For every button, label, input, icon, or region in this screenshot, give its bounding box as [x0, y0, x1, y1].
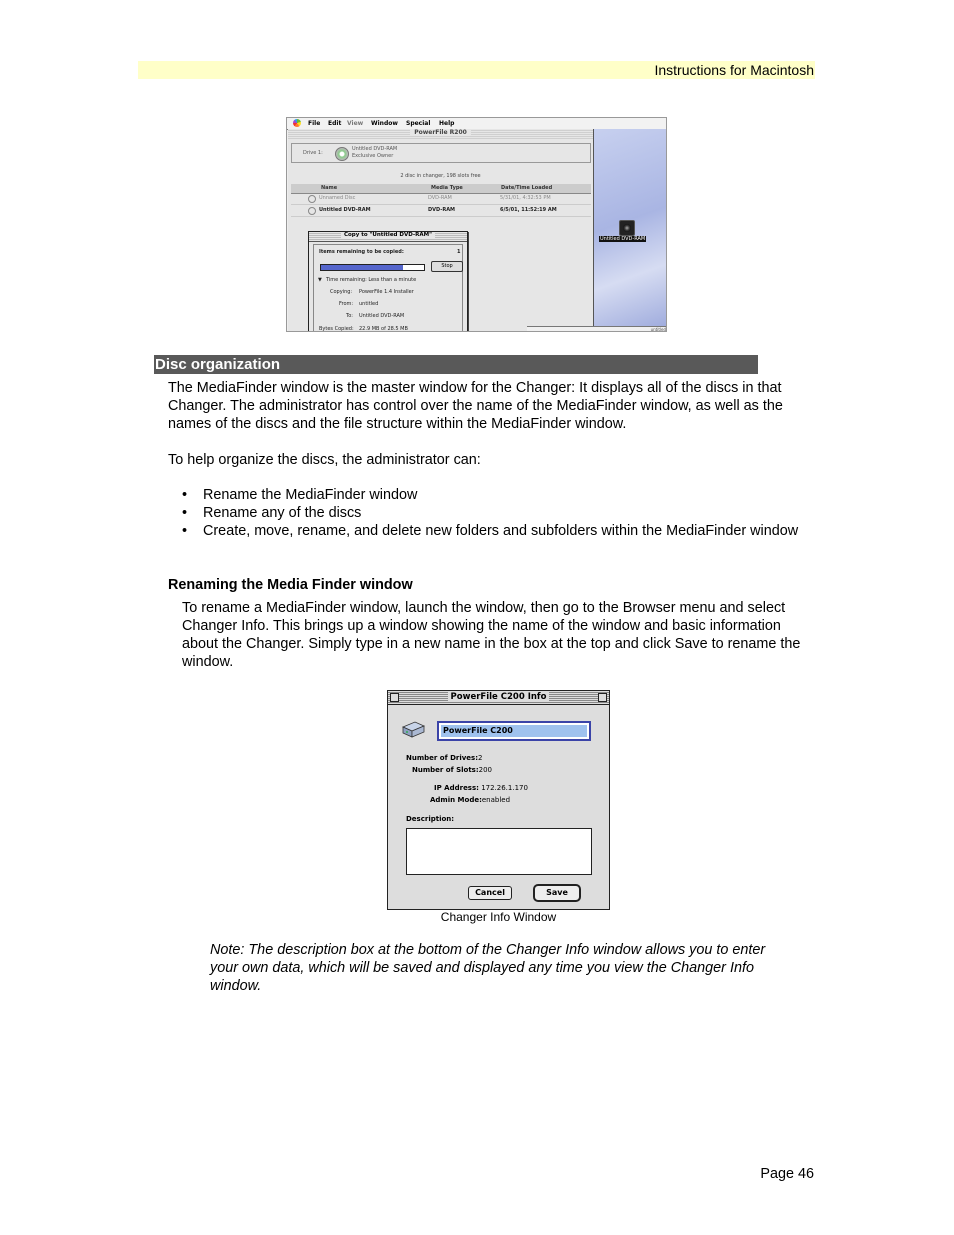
disc-icon	[308, 207, 316, 215]
dialog-titlebar[interactable]	[309, 232, 467, 242]
info-title: PowerFile C200 Info	[448, 692, 550, 702]
list-item[interactable]	[291, 206, 591, 217]
from-key: From:	[339, 301, 354, 307]
admin-key: Admin Mode:	[430, 796, 482, 804]
cancel-button[interactable]: Cancel	[468, 886, 512, 900]
info-titlebar[interactable]	[388, 691, 609, 705]
drives-value: 2	[478, 754, 483, 762]
items-remaining-label: Items remaining to be copied:	[319, 249, 404, 255]
drive-label: Drive 1:	[303, 150, 323, 156]
changer-info-window	[387, 690, 610, 910]
desktop-background	[594, 129, 667, 332]
description-textarea[interactable]	[406, 828, 592, 875]
note-paragraph: Note: The description box at the bottom of the Changer Info window allows you to enter your own data, which will be saved and displayed any time you view the Changer Info window.	[210, 942, 766, 994]
apple-menu-icon[interactable]	[293, 119, 301, 127]
dvd-disc-icon[interactable]	[335, 147, 349, 161]
menu-edit[interactable]: Edit	[328, 120, 342, 127]
ip-row	[434, 784, 528, 792]
bytes-value: 22.9 MB of 28.5 MB	[359, 326, 408, 332]
organize-paragraph: To help organize the discs, the administrator can:	[168, 452, 481, 468]
ip-key: IP Address:	[434, 784, 479, 792]
list-item: • Rename any of the discs	[182, 504, 802, 522]
slots-value: 200	[478, 766, 493, 774]
copying-value: PowerFile 1.4 Installer	[359, 289, 414, 295]
copy-progress-dialog	[308, 231, 468, 332]
slots-key: Number of Slots:	[412, 766, 479, 774]
to-value: Untitled DVD-RAM	[359, 313, 405, 319]
progress-fill	[321, 265, 403, 270]
bytes-key: Bytes Copied:	[319, 326, 354, 332]
drives-key: Number of Drives:	[406, 754, 479, 762]
powerfile-window	[288, 129, 594, 332]
column-name[interactable]: Name	[321, 185, 338, 191]
admin-row	[430, 796, 510, 804]
list-item: • Rename the MediaFinder window	[182, 486, 802, 504]
copying-key: Copying:	[330, 289, 353, 295]
row-date: 6/5/01, 11:52:19 AM	[500, 207, 557, 213]
window-title: PowerFile R200	[410, 129, 471, 136]
list-header	[291, 184, 591, 194]
column-media-type[interactable]: Media Type	[431, 185, 463, 191]
description-label: Description:	[406, 815, 455, 823]
server-drive-icon	[401, 721, 425, 738]
list-item: • Create, move, rename, and delete new folders and subfolders within the MediaFinder window	[182, 522, 802, 540]
desktop-strip	[527, 326, 667, 332]
subsection-title: Renaming the Media Finder window	[168, 577, 413, 593]
desktop-disc-label[interactable]: Untitled DVD-RAM	[600, 236, 646, 242]
rename-paragraph: To rename a MediaFinder window, launch the window, then go to the Browser menu and select Changer Info. This brings up a window showing the name of the window and basic information about the Changer. Simply type in a new name in the box at the top and click Save to rename the window.	[182, 600, 801, 670]
admin-value: enabled	[481, 796, 511, 804]
figure-caption: Changer Info Window	[440, 910, 557, 924]
menu-window[interactable]: Window	[371, 120, 398, 127]
menu-special[interactable]: Special	[406, 120, 431, 127]
menu-help[interactable]: Help	[439, 120, 455, 127]
desktop-strip-label: untitled	[650, 327, 666, 332]
items-remaining-count: 1	[457, 249, 461, 255]
disc-icon	[308, 195, 316, 203]
section-title: Disc organization	[155, 356, 281, 373]
changer-name-input[interactable]	[437, 721, 591, 741]
desktop-disc-icon[interactable]	[619, 220, 635, 236]
bullet-list	[182, 486, 802, 540]
window-titlebar[interactable]	[288, 129, 593, 140]
disclosure-triangle-icon[interactable]: ▼	[318, 277, 322, 283]
list-item[interactable]	[291, 194, 591, 205]
intro-paragraph: The MediaFinder window is the master window for the Changer: It displays all of the discs in that Changer. The administrator has control over the name of the MediaFinder window, as well as the names of the discs and the file structure within the MediaFinder window.	[168, 380, 783, 432]
menu-view[interactable]: View	[347, 120, 364, 127]
to-key: To:	[346, 313, 353, 319]
disc-count: 2 disc in changer, 198 slots free	[400, 173, 481, 179]
row-name: Untitled DVD-RAM	[319, 207, 371, 213]
slots-row	[412, 766, 492, 774]
dialog-title: Copy to "Untitled DVD-RAM"	[341, 232, 435, 238]
stop-button[interactable]: Stop	[431, 261, 463, 272]
from-value: untitled	[359, 301, 379, 307]
save-button[interactable]: Save	[533, 884, 581, 902]
changer-name-value: PowerFile C200	[441, 725, 587, 737]
mediafinder-screenshot	[286, 117, 667, 332]
zoom-box-icon[interactable]	[598, 693, 607, 702]
drive-panel	[291, 143, 591, 163]
ip-value: 172.26.1.170	[481, 784, 528, 792]
column-date[interactable]: Date/Time Loaded	[501, 185, 553, 191]
dialog-body	[313, 244, 463, 332]
header-title: Instructions for Macintosh	[654, 62, 814, 78]
drive-name: Untitled DVD-RAM	[352, 146, 398, 152]
page-number: Page 46	[760, 1166, 814, 1182]
row-type: DVD-RAM	[428, 195, 452, 201]
time-remaining: Time remaining: Less than a minute	[326, 277, 417, 283]
menu-file[interactable]: File	[308, 120, 321, 127]
row-name: Unnamed Disc	[319, 195, 356, 201]
copy-progress-bar	[320, 264, 425, 271]
drive-owner: Exclusive Owner	[352, 153, 394, 159]
row-date: 5/31/01, 4:32:53 PM	[500, 195, 551, 201]
row-type: DVD-RAM	[428, 207, 456, 213]
drives-row	[406, 754, 482, 762]
